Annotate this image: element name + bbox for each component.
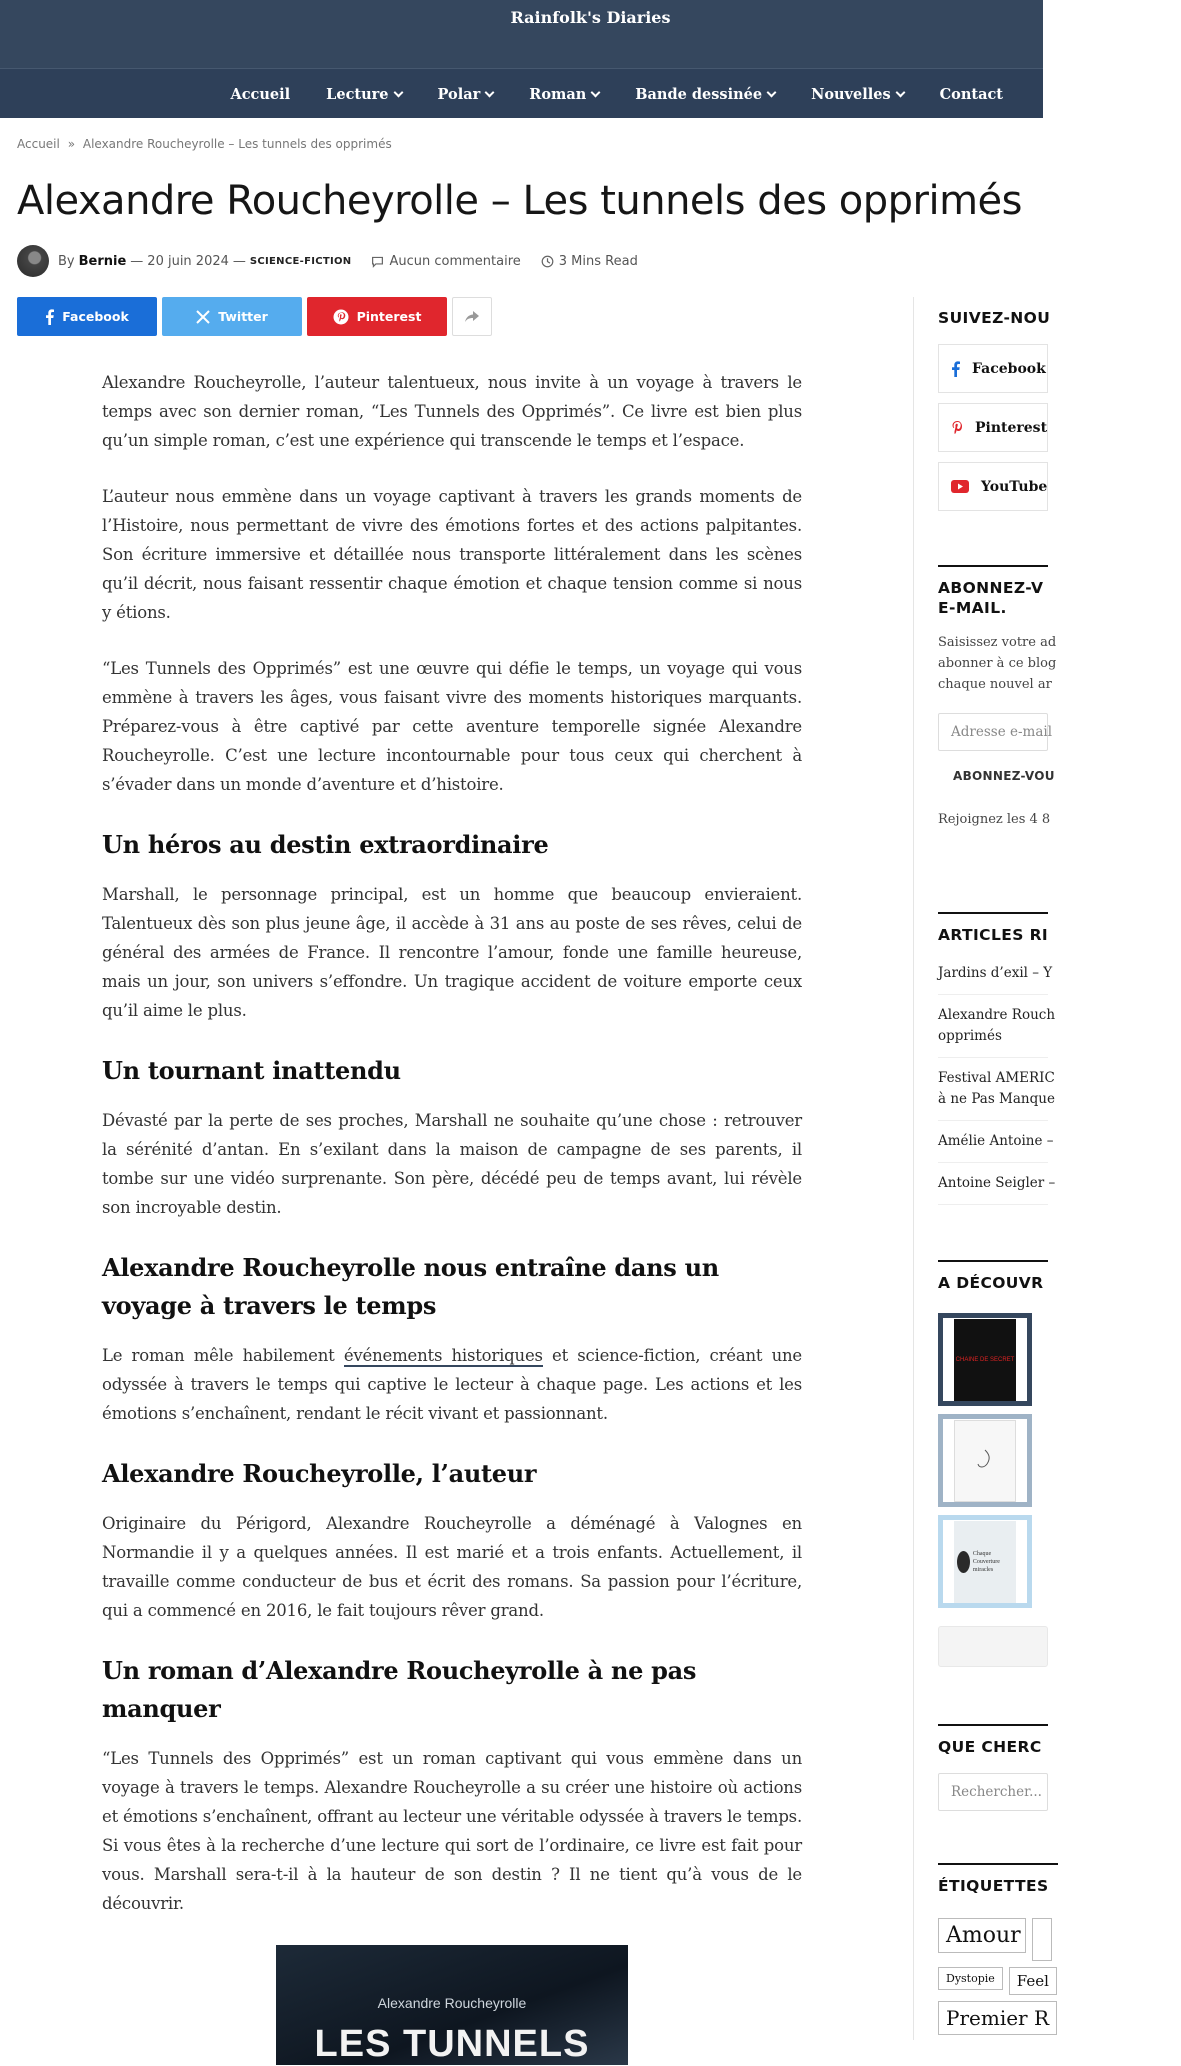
article-paragraph: Marshall, le personnage principal, est un homme que beaucoup envieraient. Talentueux dès son plus jeune âge, il accède à 31 ans au poste de ses rêves, celui de général des armées de France. Il rencontre l’amour, fonde une famille heureuse, mais un jour, son univers s’effondre. Un tragique accident de voiture emporte ceux qu’il aime le plus. <box>102 885 802 1020</box>
chevron-down-icon <box>767 87 777 97</box>
category-link[interactable]: SCIENCE-FICTION <box>249 255 352 267</box>
article-paragraph <box>102 1341 802 1428</box>
thumbnail-title: Chaque Couverture miracles <box>972 1550 1000 1573</box>
pinterest-icon <box>333 309 349 325</box>
cover-author: Alexandre Roucheyrolle <box>377 1995 527 2011</box>
article-paragraph: “Les Tunnels des Opprimés” est une œuvre qui défie le temps, un voyage qui vous emmène à travers les âges, vous faisant vivre des moments historiques marquants. Préparez-vous à être captivé par cette aventure temporelle signée Alexandre Roucheyrolle. C’est une lecture incontournable pour tous ceux qui cherchent à s’évader dans un monde d’aventure et d’histoire. <box>102 659 802 794</box>
comments-count: Aucun commentaire <box>389 253 521 269</box>
nav-item-label: Nouvelles <box>811 85 891 103</box>
nav-item-label: Roman <box>529 85 587 103</box>
recent-post-title: Festival AMERIC <box>938 1070 1055 1086</box>
article-paragraph: L’auteur nous emmène dans un voyage captivant à travers les grands moments de l’Histoire, nous permettant de vivre des émotions fortes et des actions palpitantes. Son écriture immersive et détaillée nous transporte littéralement dans les scènes qu’il décrit, nous faisant ressentir chaque émotion et chaque tension comme si nous y étions. <box>102 487 802 622</box>
nav-item-bande-dessinée[interactable] <box>635 86 775 103</box>
book-illustration-icon <box>975 1448 995 1474</box>
recent-post-title: Antoine Seigler – <box>938 1175 1056 1191</box>
tags-title: ÉTIQUETTES <box>938 1877 1049 1895</box>
recent-post-title: à ne Pas Manque <box>938 1091 1055 1107</box>
recent-post-link[interactable] <box>938 1163 1056 1205</box>
youtube-icon <box>951 480 969 493</box>
share-twitter-label: Twitter <box>218 309 268 324</box>
site-header <box>0 0 1043 68</box>
share-arrow-icon <box>465 311 479 323</box>
cover-title: LES TUNNELS <box>314 2023 590 2065</box>
share-more-button[interactable] <box>452 297 492 336</box>
nav-item-roman[interactable] <box>529 86 599 103</box>
email-input[interactable]: Adresse e-mail <box>938 713 1048 751</box>
recent-post-title: Alexandre Rouch <box>938 1007 1056 1023</box>
tag-link[interactable] <box>1032 1918 1052 1961</box>
book-thumbnail[interactable] <box>938 1414 1032 1507</box>
follow-pinterest[interactable] <box>938 403 1048 452</box>
subscribe-text: chaque nouvel ar <box>938 677 1052 692</box>
site-title[interactable]: Rainfolk's Diaries <box>510 8 671 27</box>
breadcrumb <box>17 137 392 151</box>
nav-item-contact[interactable] <box>940 86 1003 103</box>
nav-item-label: Lecture <box>326 85 389 103</box>
nav-item-label: Polar <box>437 85 481 103</box>
subscribe-text: Saisissez votre ad <box>938 635 1057 650</box>
follow-pinterest-label: Pinterest <box>975 419 1048 436</box>
share-facebook-label: Facebook <box>62 309 129 324</box>
search-title: QUE CHERC <box>938 1738 1042 1756</box>
follow-youtube-label: YouTube <box>981 478 1048 495</box>
article-body <box>102 368 802 2065</box>
book-thumbnail[interactable] <box>938 1313 1032 1406</box>
sidebar-divider <box>913 297 914 2040</box>
meta-dash: — <box>232 253 246 269</box>
nav-item-polar[interactable] <box>438 86 494 103</box>
discover-more-button[interactable] <box>938 1626 1048 1667</box>
section-heading: Alexandre Roucheyrolle nous entraîne dans un voyage à travers le temps <box>102 1253 719 1320</box>
subscribe-button[interactable]: ABONNEZ-VOU <box>953 769 1055 783</box>
main-navigation <box>0 68 1043 118</box>
x-twitter-icon <box>196 310 210 324</box>
subscribe-widget <box>938 565 1057 830</box>
tags-widget <box>938 1863 1058 2035</box>
paragraph-text: et science-fiction, créant une odyssée à travers le temps qui captive le lecteur à chaque page. Les actions et les émotions s’enchaînent, rendant le récit vivant et passionnant. <box>102 1346 802 1423</box>
nav-item-label: Bande dessinée <box>635 85 763 103</box>
pinterest-icon <box>951 420 963 436</box>
recent-post-link[interactable] <box>938 995 1056 1058</box>
chevron-down-icon <box>591 87 601 97</box>
thumbnail-title: CHAINE DE SECRET <box>955 1356 1015 1363</box>
subscribers-count-text: Rejoignez les 4 8 <box>938 812 1051 827</box>
chevron-down-icon <box>393 87 403 97</box>
post-date: 20 juin 2024 <box>147 253 229 269</box>
breadcrumb-current: Alexandre Roucheyrolle – Les tunnels des opprimés <box>82 137 392 151</box>
article-paragraph: Dévasté par la perte de ses proches, Marshall ne souhaite qu’une chose : retrouver la sérénité d’antan. En s’exilant dans la maison de campagne de ses parents, il tombe sur une vidéo surprenante. Son père, décédé peu de temps avant, lui révèle son incroyable destin. <box>102 1111 802 1217</box>
paragraph-text: Le roman mêle habilement <box>102 1346 344 1365</box>
section-heading: Alexandre Roucheyrolle, l’auteur <box>102 1459 537 1488</box>
chevron-down-icon <box>895 87 905 97</box>
follow-facebook-label: Facebook <box>972 360 1046 377</box>
article-paragraph: “Les Tunnels des Opprimés” est un roman captivant qui vous emmène dans un voyage à travers le temps. Alexandre Roucheyrolle a su créer une histoire où actions et émotions s’enchaînent, offrant au lecteur une véritable odyssée à travers le temps. Si vous êtes à la recherche d’une lecture qui sort de l’ordinaire, ce livre est fait pour vous. Marshall sera-t-il à la hauteur de son destin ? Il ne tient qu’à vous de le découvrir. <box>102 1749 802 1913</box>
recent-posts-list <box>938 953 1056 1205</box>
article-paragraph: Originaire du Périgord, Alexandre Roucheyrolle a déménagé à Valognes en Normandie il y a quelques années. Il est marié et a trois enfants. Actuellement, il travaille comme conducteur de bus et écrit des romans. Sa passion pour l’écriture, qui a commencé en 2016, le fait toujours rêver grand. <box>102 1514 802 1620</box>
share-facebook-button[interactable] <box>17 297 157 336</box>
share-pinterest-button[interactable] <box>307 297 447 336</box>
page-title: Alexandre Roucheyrolle – Les tunnels des opprimés <box>17 178 1022 224</box>
facebook-icon <box>45 309 54 325</box>
recent-post-title: Jardins d’exil – Y <box>938 965 1053 981</box>
recent-posts-title: ARTICLES RI <box>938 926 1049 944</box>
nav-item-nouvelles[interactable] <box>811 86 904 103</box>
author-avatar[interactable] <box>17 245 49 277</box>
historical-events-link[interactable]: événements historiques <box>343 1346 543 1365</box>
meta-dash: — <box>130 253 144 269</box>
tag-link[interactable]: Premier R <box>938 2001 1057 2035</box>
section-heading: Un héros au destin extraordinaire <box>102 830 549 859</box>
follow-widget <box>938 308 1051 511</box>
follow-youtube[interactable] <box>938 462 1048 511</box>
nav-menu <box>230 69 1003 119</box>
search-input[interactable]: Rechercher... <box>938 1773 1048 1811</box>
facebook-icon <box>951 361 960 377</box>
tag-link[interactable]: Dystopie <box>938 1967 1003 1990</box>
subscribe-text: abonner à ce blog <box>938 656 1057 671</box>
tag-link[interactable]: Feel <box>1009 1967 1057 1995</box>
nav-item-lecture[interactable] <box>326 86 401 103</box>
discover-title: A DÉCOUVR <box>938 1274 1044 1292</box>
author-link[interactable]: Bernie <box>78 253 127 269</box>
recent-post-title: opprimés <box>938 1028 1002 1044</box>
recent-post-link[interactable] <box>938 1058 1055 1121</box>
follow-title: SUIVEZ-NOU <box>938 309 1051 327</box>
subscribe-title: E-MAIL. <box>938 599 1007 617</box>
article-paragraph: Alexandre Roucheyrolle, l’auteur talentueux, nous invite à un voyage à travers le temps avec son dernier roman, “Les Tunnels des Opprimés”. Ce livre est bien plus qu’un simple roman, c’est une expérience qui transcende le temps et l’espace. <box>102 373 802 450</box>
read-time-label: 3 Mins Read <box>558 253 638 269</box>
subscribe-title: ABONNEZ-V <box>938 579 1044 597</box>
recent-posts-widget <box>938 912 1056 1205</box>
nav-item-accueil[interactable] <box>230 86 290 103</box>
share-pinterest-label: Pinterest <box>356 309 422 324</box>
book-thumbnail[interactable] <box>938 1515 1032 1608</box>
search-widget <box>938 1724 1048 1811</box>
clock-icon <box>541 255 554 268</box>
chevron-down-icon <box>485 87 495 97</box>
comments-link[interactable] <box>371 254 520 269</box>
breadcrumb-home[interactable]: Accueil <box>17 137 60 151</box>
recent-post-link[interactable] <box>938 1121 1054 1163</box>
read-time <box>541 254 638 269</box>
nav-item-label: Contact <box>939 85 1003 103</box>
share-twitter-button[interactable] <box>162 297 302 336</box>
post-meta <box>17 244 638 278</box>
section-heading: Un roman d’Alexandre Roucheyrolle à ne pas manquer <box>102 1656 697 1723</box>
comment-icon <box>371 255 384 268</box>
recent-post-link[interactable] <box>938 953 1053 995</box>
nav-item-label: Accueil <box>230 85 291 103</box>
share-bar <box>17 297 492 336</box>
section-heading: Un tournant inattendu <box>102 1056 401 1085</box>
breadcrumb-separator: » <box>67 137 76 151</box>
by-label: By <box>58 253 75 269</box>
discover-widget <box>938 1260 1048 1667</box>
book-cover-image <box>276 1945 628 2065</box>
tag-link[interactable]: Amour <box>938 1918 1026 1953</box>
recent-post-title: Amélie Antoine – <box>938 1133 1054 1149</box>
follow-facebook[interactable] <box>938 344 1048 393</box>
